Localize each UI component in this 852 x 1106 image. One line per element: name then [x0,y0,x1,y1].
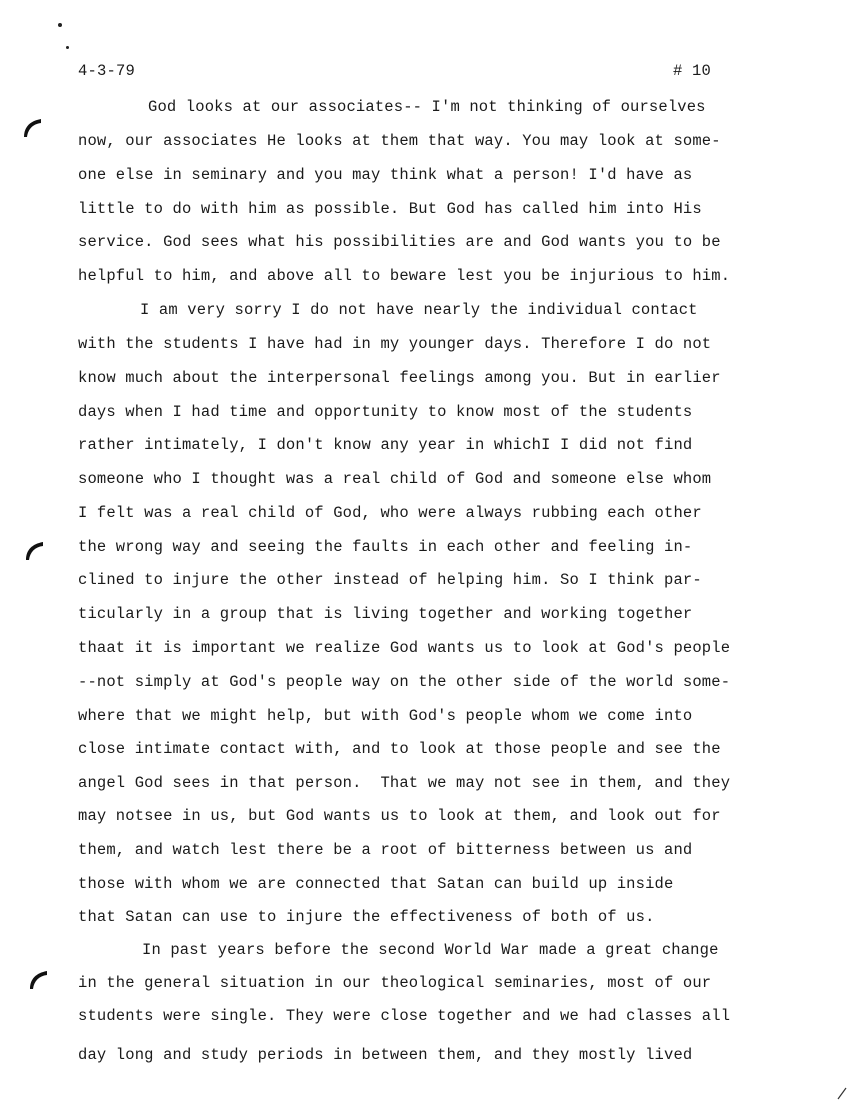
text-line: those with whom we are connected that Satan can build up inside [78,875,674,893]
text-line: now, our associates He looks at them that way. You may look at some- [78,132,721,150]
document-date: 4-3-79 [78,62,136,80]
text-line: ticularly in a group that is living together and working together [78,605,693,623]
text-line: angel God sees in that person. That we may not see in them, and they [78,774,731,792]
text-line: clined to injure the other instead of helping him. So I think par- [78,571,702,589]
corner-mark-icon [836,1086,848,1100]
text-line: one else in seminary and you may think what a person! I'd have as [78,166,693,184]
text-line: In past years before the second World War made a great change [142,941,719,959]
text-line: helpful to him, and above all to beware lest you be injurious to him. [78,267,731,285]
text-line: little to do with him as possible. But God has called him into His [78,200,702,218]
margin-mark-icon [22,117,42,139]
margin-mark-icon [24,540,44,562]
page-number: # 10 [673,62,712,80]
text-line: may notsee in us, but God wants us to look at them, and look out for [78,807,721,825]
text-line: them, and watch lest there be a root of bitterness between us and [78,841,693,859]
text-line: with the students I have had in my younger days. Therefore I do not [78,335,712,353]
text-line: close intimate contact with, and to look at those people and see the [78,740,721,758]
text-line: days when I had time and opportunity to know most of the students [78,403,693,421]
text-line: I felt was a real child of God, who were always rubbing each other [78,504,702,522]
paper-speck [58,23,62,27]
text-line: that Satan can use to injure the effectiveness of both of us. [78,908,655,926]
text-line: God looks at our associates-- I'm not thinking of ourselves [148,98,706,116]
text-line: someone who I thought was a real child of God and someone else whom [78,470,712,488]
margin-mark-icon [28,969,48,991]
text-line: rather intimately, I don't know any year in whichI I did not find [78,436,693,454]
text-line: I am very sorry I do not have nearly the individual contact [140,301,698,319]
text-line: --not simply at God's people way on the other side of the world some- [78,673,731,691]
text-line: thaat it is important we realize God wants us to look at God's people [78,639,731,657]
text-line: the wrong way and seeing the faults in each other and feeling in- [78,538,693,556]
text-line: service. God sees what his possibilities are and God wants you to be [78,233,721,251]
text-line: know much about the interpersonal feelings among you. But in earlier [78,369,721,387]
text-line: students were single. They were close together and we had classes all [78,1007,731,1025]
text-line: where that we might help, but with God's people whom we come into [78,707,693,725]
paper-speck [66,46,69,49]
text-line: day long and study periods in between them, and they mostly lived [78,1046,693,1064]
text-line: in the general situation in our theological seminaries, most of our [78,974,712,992]
